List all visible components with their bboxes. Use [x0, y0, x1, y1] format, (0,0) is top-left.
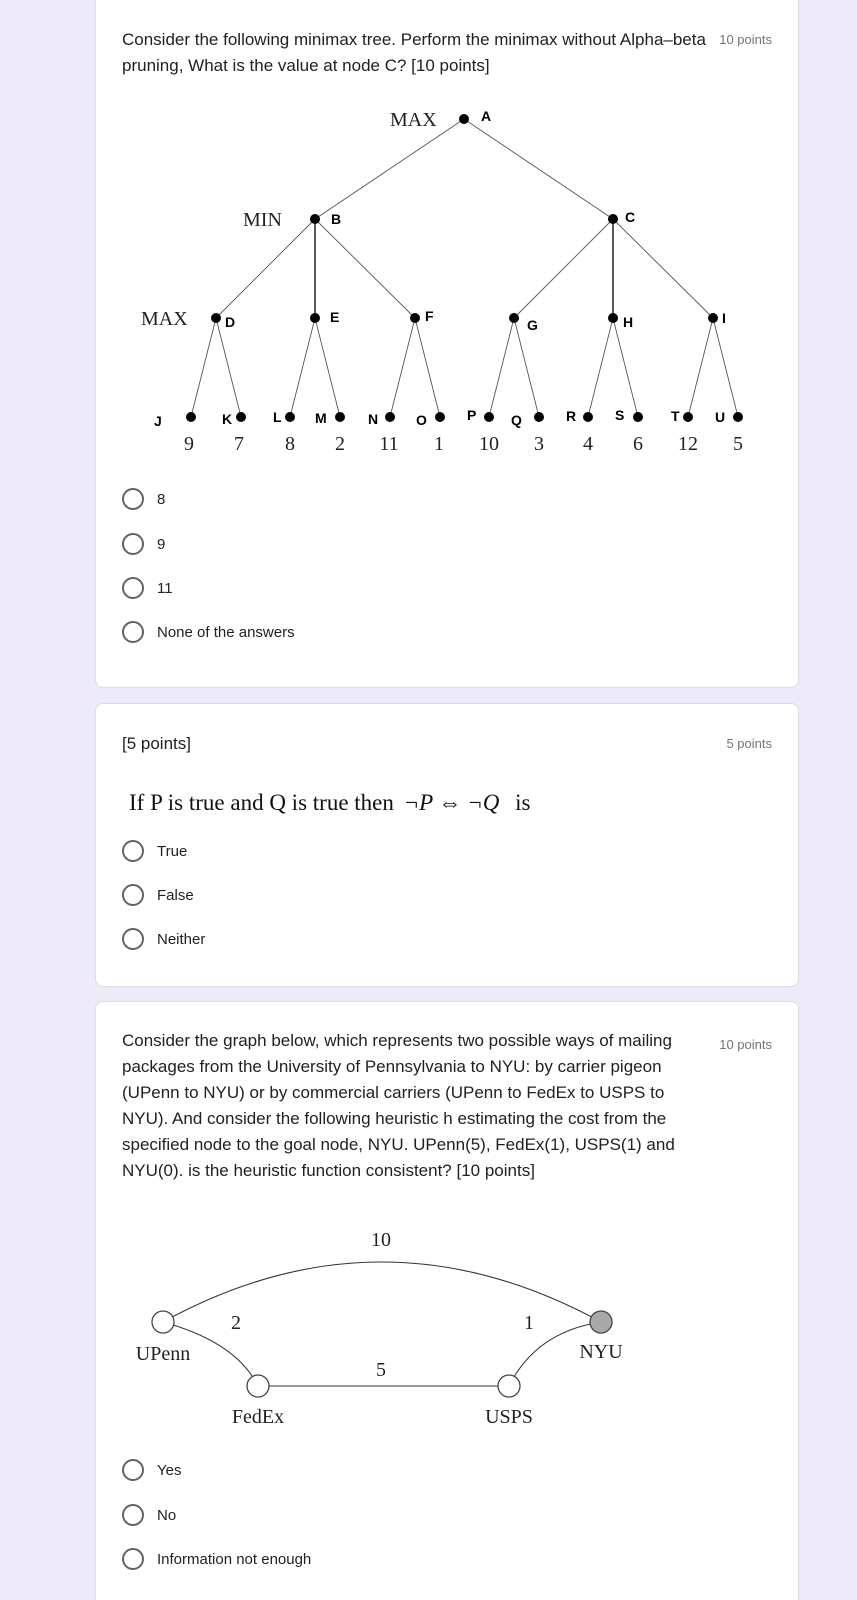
graph-label-nyu: NYU [579, 1341, 623, 1363]
question-points: 10 points [719, 32, 772, 47]
graph-label-fedex: FedEx [231, 1406, 285, 1428]
leaf-value-l: 8 [285, 433, 295, 455]
formula-expression: ¬P ⇔ ¬Q [403, 790, 500, 815]
leaf-n [385, 412, 395, 422]
option-label: No [157, 1506, 177, 1524]
option-label: Yes [157, 1461, 182, 1479]
leaf-value-m: 2 [335, 433, 345, 455]
leaf-r [583, 412, 593, 422]
radio-button[interactable] [122, 488, 144, 510]
node-label-f: F [425, 308, 434, 324]
question-points: 10 points [719, 1037, 772, 1052]
leaf-label-q: Q [511, 412, 522, 428]
tree-node-b [310, 214, 320, 224]
option-no[interactable] [122, 1503, 176, 1527]
leaf-value-n: 11 [379, 433, 399, 455]
leaf-q [534, 412, 544, 422]
leaf-label-l: L [273, 409, 282, 425]
question-points: 5 points [726, 736, 772, 751]
tree-node-f [410, 313, 420, 323]
option-yes[interactable] [122, 1458, 181, 1482]
tree-node-a [459, 114, 469, 124]
option-8[interactable] [122, 487, 165, 511]
leaf-value-r: 4 [583, 433, 593, 455]
edge-weight-upenn-nyu: 10 [371, 1229, 391, 1251]
leaf-t [683, 412, 693, 422]
node-label-i: I [722, 310, 726, 326]
leaf-o [435, 412, 445, 422]
minimax-tree-figure [96, 101, 800, 481]
radio-button[interactable] [122, 884, 144, 906]
leaf-value-u: 5 [733, 433, 743, 455]
leaf-k [236, 412, 246, 422]
option-label: 11 [157, 579, 173, 597]
formula-prefix: If P is true and Q is true then [129, 790, 394, 815]
option-info-not-enough[interactable] [122, 1547, 311, 1571]
leaf-u [733, 412, 743, 422]
option-label: 9 [157, 535, 166, 553]
option-label: True [157, 842, 188, 860]
graph-label-usps: USPS [485, 1406, 533, 1428]
logic-formula [129, 790, 531, 816]
edge-weight-upenn-fedex: 2 [231, 1312, 241, 1334]
option-true[interactable] [122, 839, 187, 863]
option-label: Neither [157, 930, 206, 948]
option-label: 8 [157, 490, 166, 508]
leaf-label-n: N [368, 411, 379, 427]
option-9[interactable] [122, 532, 165, 556]
formula-suffix: is [515, 790, 531, 815]
tree-node-g [509, 313, 519, 323]
graph-node-upenn [152, 1311, 174, 1333]
graph-node-usps [498, 1375, 520, 1397]
leaf-value-o: 1 [434, 433, 444, 455]
node-label-c: C [625, 209, 636, 225]
tree-node-h [608, 313, 618, 323]
leaf-label-s: S [615, 407, 625, 423]
leaf-label-t: T [671, 408, 680, 424]
node-label-d: D [225, 314, 236, 330]
leaf-label-r: R [566, 408, 577, 424]
node-label-e: E [330, 309, 340, 325]
tree-node-e [310, 313, 320, 323]
option-neither[interactable] [122, 927, 205, 951]
leaf-value-q: 3 [534, 433, 544, 455]
radio-button[interactable] [122, 621, 144, 643]
leaf-label-k: K [222, 411, 233, 427]
level-label-min: MIN [243, 209, 282, 231]
leaf-p [484, 412, 494, 422]
edge-upenn-nyu [163, 1262, 601, 1322]
radio-button[interactable] [122, 1548, 144, 1570]
leaf-label-p: P [467, 407, 477, 423]
radio-button[interactable] [122, 840, 144, 862]
radio-button[interactable] [122, 577, 144, 599]
radio-button[interactable] [122, 1504, 144, 1526]
tree-node-c [608, 214, 618, 224]
leaf-value-t: 12 [678, 433, 698, 455]
option-label: False [157, 886, 194, 904]
option-11[interactable] [122, 576, 173, 600]
radio-button[interactable] [122, 1459, 144, 1481]
question-card-minimax [95, 0, 799, 688]
graph-node-nyu [590, 1311, 612, 1333]
mailing-graph-figure [96, 1212, 800, 1442]
edge-weight-fedex-usps: 5 [376, 1359, 386, 1381]
option-label: Information not enough [157, 1550, 312, 1568]
leaf-j [186, 412, 196, 422]
option-false[interactable] [122, 883, 194, 907]
question-text: Consider the graph below, which represents two possible ways of mailing packages from the University of Pennsylvania to NYU: by carrier pigeon (UPenn to NYU) or by commercial carriers (UPenn to FedEx to USPS to NYU). And consider the following heuristic h estimating the cost from the specified node to the goal node, NYU. UPenn(5), FedEx(1), USPS(1) and NYU(0). is the heuristic function consistent? [10 points] [122, 1031, 675, 1180]
level-label-max-top: MAX [390, 109, 437, 131]
option-label: None of the answers [157, 623, 295, 641]
leaf-value-k: 7 [234, 433, 244, 455]
tree-node-d [211, 313, 221, 323]
graph-label-upenn: UPenn [135, 1343, 191, 1365]
leaf-l [285, 412, 295, 422]
leaf-label-o: O [416, 412, 427, 428]
leaf-label-u: U [715, 409, 726, 425]
leaf-m [335, 412, 345, 422]
question-text: [5 points] [122, 734, 191, 753]
question-card-logic [95, 703, 799, 987]
option-none[interactable] [122, 620, 295, 644]
leaf-value-p: 10 [479, 433, 499, 455]
tree-node-i [708, 313, 718, 323]
question-card-heuristic [95, 1001, 799, 1600]
node-label-h: H [623, 314, 634, 330]
leaf-label-m: M [315, 410, 327, 426]
graph-node-fedex [247, 1375, 269, 1397]
radio-button[interactable] [122, 928, 144, 950]
edge-weight-usps-nyu: 1 [524, 1312, 534, 1334]
leaf-value-j: 9 [184, 433, 194, 455]
leaf-value-s: 6 [633, 433, 643, 455]
node-label-g: G [527, 317, 538, 333]
node-label-b: B [331, 211, 342, 227]
question-text: Consider the following minimax tree. Perform the minimax without Alpha–beta pruning, What is the value at node C? [10 points] [122, 30, 706, 75]
node-label-a: A [481, 108, 492, 124]
level-label-max-mid: MAX [141, 308, 188, 330]
radio-button[interactable] [122, 533, 144, 555]
leaf-s [633, 412, 643, 422]
leaf-label-j: J [154, 413, 162, 429]
